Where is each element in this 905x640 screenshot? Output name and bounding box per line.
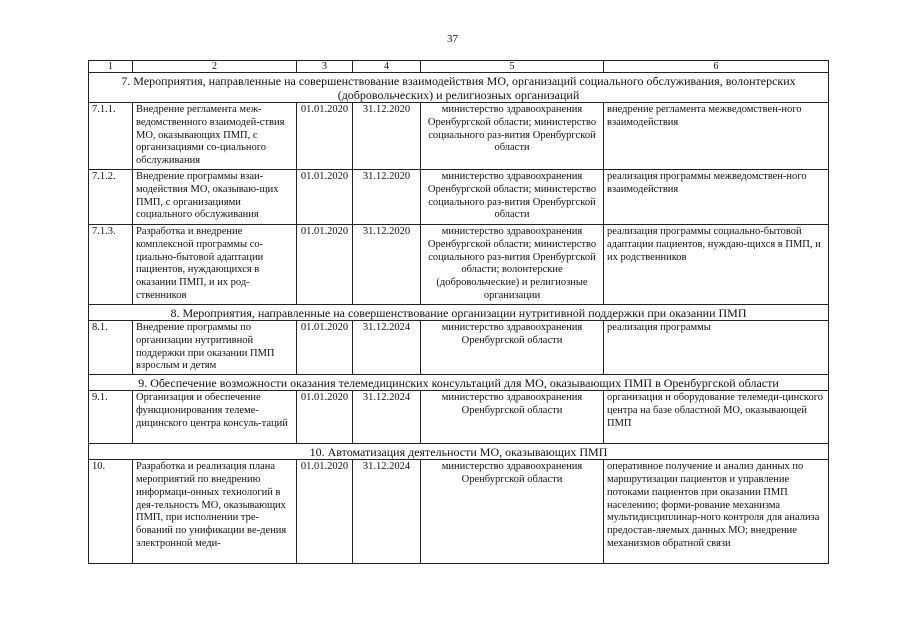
event-cell: Организация и обеспечение функционирования телеме-дицинского центра консуль-таций: [133, 391, 297, 444]
end-date: 31.12.2024: [353, 460, 421, 564]
event-cell: Внедрение программы по организации нутритивной поддержки при оказании ПМП взрослым и детям: [133, 320, 297, 374]
section-title: 8. Мероприятия, направленные на совершенствование организации нутритивной поддержки при оказании ПМП: [89, 304, 829, 320]
section-title: 10. Автоматизация деятельности МО, оказывающих ПМП: [89, 444, 829, 460]
column-number: 5: [421, 61, 604, 73]
column-number: 6: [604, 61, 829, 73]
page-number: 37: [447, 33, 458, 45]
event-cell: Разработка и внедрение комплексной программы со-циально-бытовой адаптации пациентов, нуждающихся в оказании ПМП, и их род-ственников: [133, 224, 297, 304]
table-row: [89, 103, 829, 170]
result-cell: реализация программы: [604, 320, 829, 374]
item-number: 10.: [89, 460, 133, 564]
end-date: 31.12.2024: [353, 320, 421, 374]
executor-cell: министерство здравоохранения Оренбургской области; министерство социального раз-вития Оренбургской области: [421, 103, 604, 170]
result-cell: реализация программы межведомствен-ного взаимодействия: [604, 169, 829, 224]
column-number: 2: [133, 61, 297, 73]
table-row: [89, 460, 829, 564]
end-date: 31.12.2020: [353, 103, 421, 170]
section-header-row: [89, 375, 829, 391]
event-cell: Внедрение регламента меж-ведомственного взаимодей-ствия МО, оказывающих ПМП, с организациями со-циального обслуживания: [133, 103, 297, 170]
section-title: 9. Обеспечение возможности оказания телемедицинских консультаций для МО, оказывающих ПМП в Оренбургской области: [89, 375, 829, 391]
start-date: 01.01.2020: [297, 103, 353, 170]
start-date: 01.01.2020: [297, 224, 353, 304]
item-number: 7.1.3.: [89, 224, 133, 304]
section-title: 7. Мероприятия, направленные на совершенствование взаимодействия МО, организаций социального обслуживания, волонтерских (добровольческих) и религиозных организаций: [89, 73, 829, 103]
end-date: 31.12.2020: [353, 224, 421, 304]
start-date: 01.01.2020: [297, 391, 353, 444]
result-cell: оперативное получение и анализ данных по маршрутизации пациентов и управление потоками пациентов при оказании ПМП населению; форми-рование механизма мультидисциплинар-ного контроля для анализа предостав-ляемых данных МО; внедрение механизмов обратной связи: [604, 460, 829, 564]
section-header-row: [89, 304, 829, 320]
executor-cell: министерство здравоохранения Оренбургской области; министерство социального раз-вития Оренбургской области: [421, 169, 604, 224]
item-number: 7.1.2.: [89, 169, 133, 224]
result-cell: организация и оборудование телемеди-цинского центра на базе областной МО, оказывающей ПМП: [604, 391, 829, 444]
section-header-row: [89, 444, 829, 460]
section-header-row: [89, 73, 829, 103]
item-number: 7.1.1.: [89, 103, 133, 170]
column-number: 1: [89, 61, 133, 73]
column-number-row: [89, 61, 829, 73]
event-cell: Разработка и реализация плана мероприятий по внедрению информаци-онных технологий в дея-тельность МО, оказывающих ПМП, при исполнении тре-бований по унификации ве-дения электронной меди-: [133, 460, 297, 564]
activities-table: [88, 60, 829, 564]
executor-cell: министерство здравоохранения Оренбургской области; министерство социального раз-вития Оренбургской области; волонтерские (добровольческие) и религиозные организации: [421, 224, 604, 304]
end-date: 31.12.2024: [353, 391, 421, 444]
item-number: 9.1.: [89, 391, 133, 444]
item-number: 8.1.: [89, 320, 133, 374]
column-number: 3: [297, 61, 353, 73]
start-date: 01.01.2020: [297, 169, 353, 224]
table-row: [89, 391, 829, 444]
table-row: [89, 224, 829, 304]
start-date: 01.01.2020: [297, 460, 353, 564]
executor-cell: министерство здравоохранения Оренбургской области: [421, 391, 604, 444]
executor-cell: министерство здравоохранения Оренбургской области: [421, 320, 604, 374]
end-date: 31.12.2020: [353, 169, 421, 224]
result-cell: реализация программы социально-бытовой адаптации пациентов, нуждаю-щихся в ПМП, и их родственников: [604, 224, 829, 304]
table-row: [89, 320, 829, 374]
table-row: [89, 169, 829, 224]
executor-cell: министерство здравоохранения Оренбургской области: [421, 460, 604, 564]
event-cell: Внедрение программы взаи-модействия МО, оказываю-щих ПМП, с организациями социального обслуживания: [133, 169, 297, 224]
result-cell: внедрение регламента межведомствен-ного взаимодействия: [604, 103, 829, 170]
start-date: 01.01.2020: [297, 320, 353, 374]
column-number: 4: [353, 61, 421, 73]
